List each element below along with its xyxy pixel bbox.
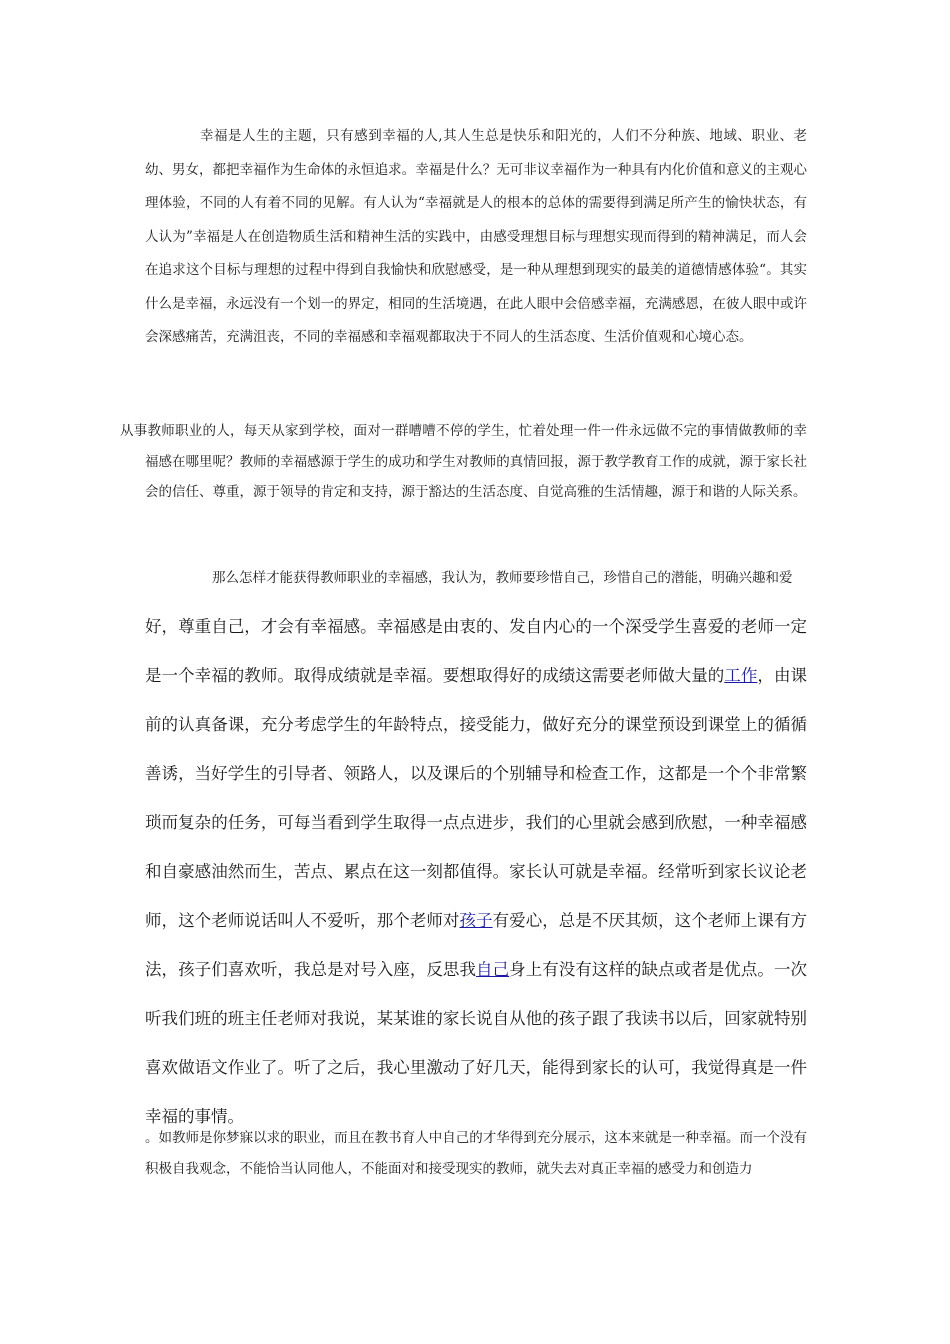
paragraph-teacher-happiness-sources (120, 416, 808, 508)
paragraph-text: ，由课前的认真备课，充分考虑学生的年龄特点，接受能力，做好充分的课堂预设到课堂上的循循善诱，当好学生的引导者、领路人，以及课后的个别辅导和检查工作，这都是一个个非常繁琐而复杂的任务，可每当看到学生取得一点点进步，我们的心里就会感到欣慰，一种幸福感和自豪感油然而生，苦点、累点在这一刻都值得。家长认可就是幸福。经常听到家长议论老师，这个老师说话叫人不爱听，那个老师对 (145, 666, 808, 930)
paragraph-text: 好，尊重自己，才会有幸福感。幸福感是由衷的、发自内心的一个深受学生喜爱的老师一定是一个幸福的教师。取得成绩就是幸福。要想取得好的成绩这需要老师做大量的 (145, 617, 807, 685)
paragraph-lead-text: 从事教师职业的人，每天从家到学校，面对一群嘈嘈不停的学生，忙着处理一件一件永远做不完的事情 (120, 423, 739, 439)
paragraph-dream-job (145, 1123, 807, 1184)
link-work[interactable]: 工作 (724, 666, 758, 685)
paragraph-text: 。如教师是你梦寐以求的职业，而且在教书育人中自己的才华得到充分展示，这本来就是一种幸福。而一个没有积极自我观念，不能恰当认同他人，不能面对和接受现实的教师，就失去对真正幸福的感受力和创造力 (145, 1130, 807, 1177)
paragraph-text: 身上有没有这样的缺点或者是优点。一次听我们班的班主任老师对我说，某某谁的家长说自从他的孩子跟了我读书以后，回家就特别喜欢做语文作业了。听了之后，我心里激动了好几天，能得到家长的认可，我觉得真是一件幸福的事情。 (145, 960, 808, 1126)
link-child[interactable]: 孩子 (459, 911, 493, 930)
paragraph-text: 做教师的幸福感在哪里呢？教师的幸福感源于学生的成功和学生对教师的真情回报，源于教学教育工作的成就，源于家长社会的信任、尊重，源于领导的肯定和支持，源于豁达的生活态度、自觉高雅的生活情趣，源于和谐的人际关系。 (145, 423, 808, 500)
paragraph-happiness-definition (145, 120, 807, 355)
paragraph-how-to-be-happy (145, 563, 807, 1141)
paragraph-text: 有爱心，总是不厌其烦，这个老师上课有方法，孩子们喜欢听，我总是对号入座，反思我 (145, 911, 808, 979)
paragraph-lead-text: 那么怎样才能获得教师职业的幸福感，我认为，教师要珍惜自己，珍惜自己的潜能，明确兴趣和爱 (212, 570, 793, 586)
paragraph-text: 幸福是人生的主题，只有感到幸福的人,其人生总是快乐和阳光的，人们不分种族、地域、职业、老幼、男女，都把幸福作为生命体的永恒追求。幸福是什么？无可非议幸福作为一种具有内化价值和意义的主观心理体验，不同的人有着不同的见解。有人认为“幸福就是人的根本的总体的需要得到满足所产生的愉快状态，有人认为”幸福是人在创造物质生活和精神生活的实践中，由感受理想目标与理想实现而得到的精神满足，而人会在追求这个目标与理想的过程中得到自我愉快和欣慰感受，是一种从理想到现实的最美的道德情感体验“。其实什么是幸福，永远没有一个划一的界定，相同的生活境遇，在此人眼中会倍感幸福，充满感恩，在彼人眼中或许会深感痛苦，充满沮丧，不同的幸福感和幸福观都取决于不同人的生活态度、生活价值观和心境心态。 (145, 128, 807, 345)
link-self[interactable]: 自己 (476, 960, 510, 979)
